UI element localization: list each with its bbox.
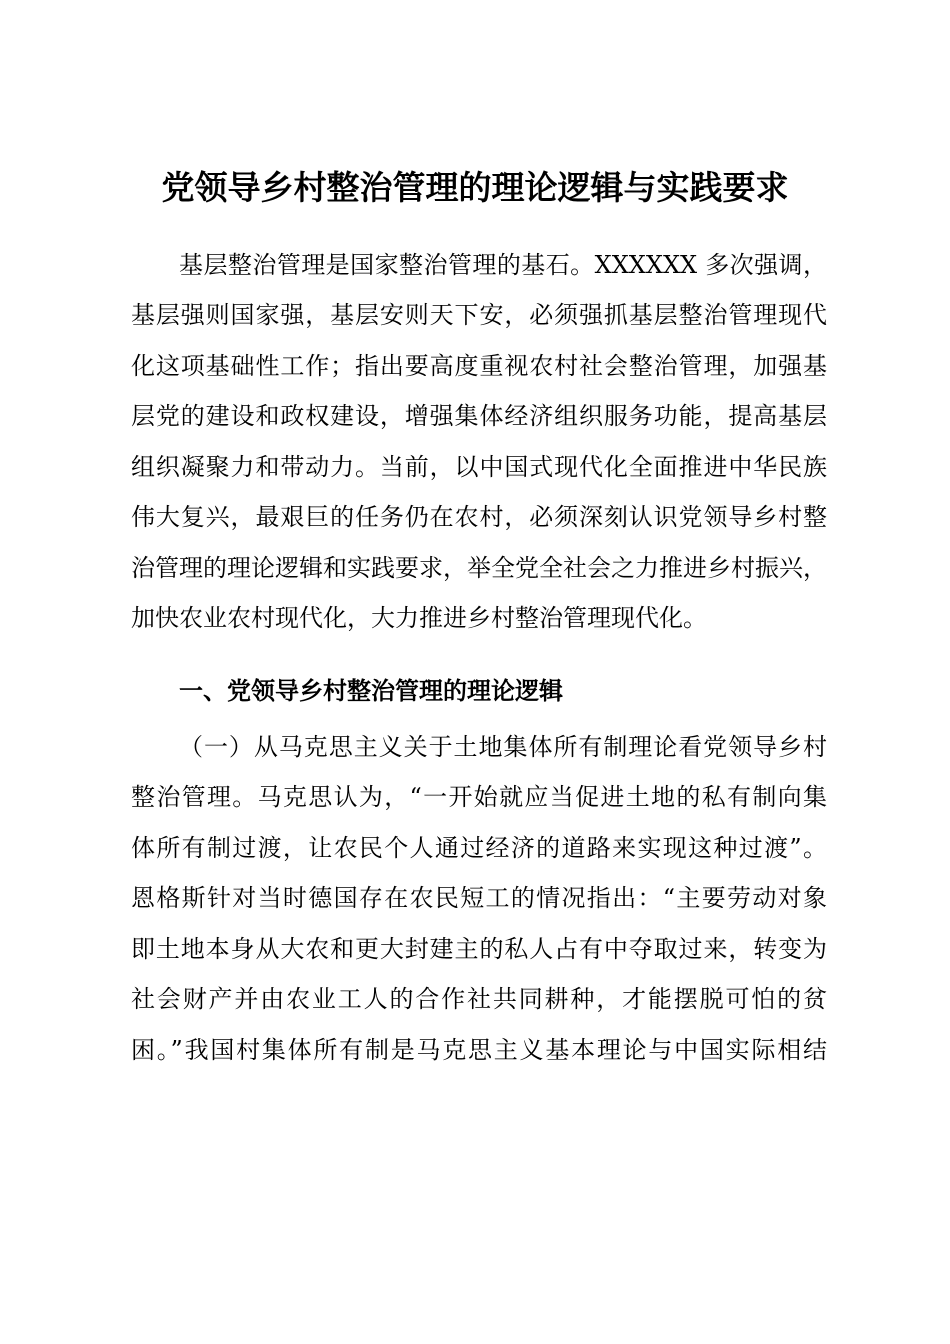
paragraph-1-line-5: 组织凝聚力和带动力。当前，以中国式现代化全面推进中华民族: [131, 453, 827, 481]
paragraph-2-line-3: 体所有制过渡，让农民个人通过经济的道路来实现这种过渡”。: [131, 834, 827, 862]
paragraph-2-line-4: 恩格斯针对当时德国存在农民短工的情况指出：“主要劳动对象: [131, 884, 827, 912]
paragraph-1-line-4: 层党的建设和政权建设，增强集体经济组织服务功能，提高基层: [131, 402, 827, 430]
paragraph-2-line-5: 即土地本身从大农和更大封建主的私人占有中夺取过来，转变为: [131, 935, 827, 963]
paragraph-2-line-1: （一）从马克思主义关于土地集体所有制理论看党领导乡村: [179, 733, 827, 761]
paragraph-1-line-6: 伟大复兴，最艰巨的任务仍在农村，必须深刻认识党领导乡村整: [131, 503, 827, 531]
paragraph-1-line-8: 加快农业农村现代化，大力推进乡村整治管理现代化。: [131, 604, 707, 632]
paragraph-2-line-7: 困。”我国村集体所有制是马克思主义基本理论与中国实际相结: [131, 1036, 827, 1064]
document-title: 党领导乡村整治管理的理论逻辑与实践要求: [161, 168, 789, 207]
paragraph-1-line-1: 基层整治管理是国家整治管理的基石。XXXXXX 多次强调，: [179, 251, 827, 279]
paragraph-1-line-3: 化这项基础性工作；指出要高度重视农村社会整治管理，加强基: [131, 352, 827, 380]
paragraph-1-line-7: 治管理的理论逻辑和实践要求，举全党全社会之力推进乡村振兴，: [131, 554, 827, 582]
paragraph-2-line-2: 整治管理。马克思认为，“一开始就应当促进土地的私有制向集: [131, 783, 827, 811]
paragraph-1-line-2: 基层强则国家强，基层安则天下安，必须强抓基层整治管理现代: [131, 301, 827, 329]
paragraph-2-line-6: 社会财产并由农业工人的合作社共同耕种，才能摆脱可怕的贫: [131, 985, 827, 1013]
section-1-heading: 一、党领导乡村整治管理的理论逻辑: [179, 677, 563, 705]
